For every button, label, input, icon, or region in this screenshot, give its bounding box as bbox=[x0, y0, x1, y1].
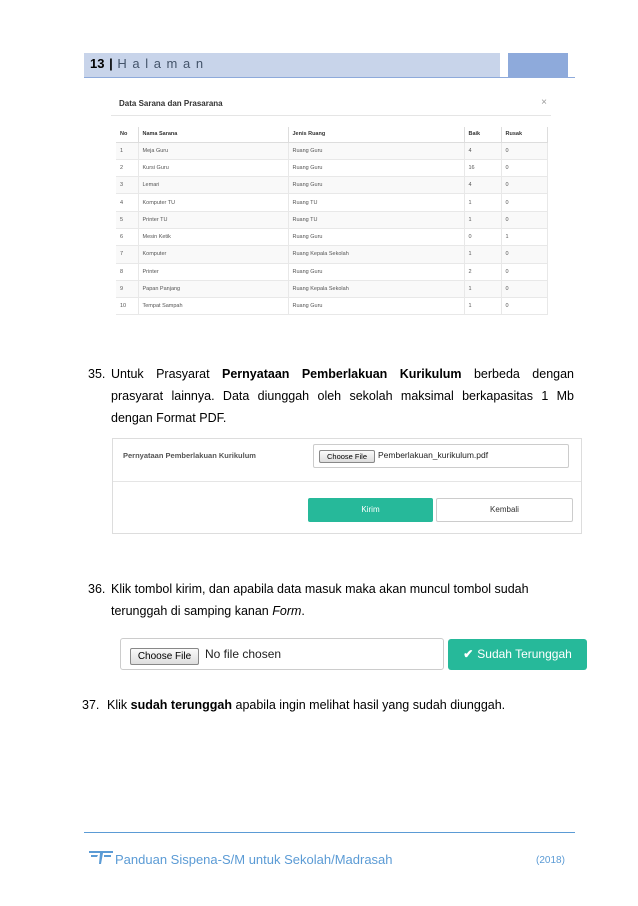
panel-divider bbox=[111, 115, 551, 116]
table-cell: Ruang TU bbox=[288, 211, 464, 228]
table-cell: 5 bbox=[116, 211, 138, 228]
table-cell: Ruang Kepala Sekolah bbox=[288, 246, 464, 263]
table-row bbox=[116, 211, 548, 228]
table-row bbox=[116, 298, 548, 315]
table-cell: Meja Guru bbox=[138, 142, 288, 159]
column-header: No bbox=[116, 127, 138, 142]
emphasis: Form bbox=[272, 604, 302, 618]
field-label: Pernyataan Pemberlakuan Kurikulum bbox=[123, 451, 256, 460]
airplane-logo-icon bbox=[88, 848, 114, 866]
table-cell: Ruang Guru bbox=[288, 228, 464, 245]
table-cell: 0 bbox=[501, 194, 548, 211]
page-word: H a l a m a n bbox=[117, 56, 205, 71]
file-input[interactable] bbox=[120, 638, 444, 670]
table-cell: 4 bbox=[116, 194, 138, 211]
table-cell: 9 bbox=[116, 280, 138, 297]
check-icon: ✔ bbox=[463, 647, 474, 661]
table-cell: 8 bbox=[116, 263, 138, 280]
table-cell: Ruang Guru bbox=[288, 177, 464, 194]
table-cell: 1 bbox=[464, 298, 501, 315]
back-button[interactable]: Kembali bbox=[436, 498, 573, 522]
column-header: Rusak bbox=[501, 127, 548, 142]
table-cell: 3 bbox=[116, 177, 138, 194]
table-cell: 7 bbox=[116, 246, 138, 263]
emphasis: Pernyataan Pemberlakuan Kurikulum bbox=[222, 367, 462, 381]
header-accent-block bbox=[508, 53, 568, 77]
step-36 bbox=[88, 578, 574, 622]
table-cell: Ruang Guru bbox=[288, 159, 464, 176]
file-input[interactable] bbox=[313, 444, 569, 468]
emphasis: sudah terunggah bbox=[130, 698, 233, 712]
upload-form-panel bbox=[112, 438, 582, 534]
table-header-row bbox=[116, 127, 548, 142]
table-cell: Tempat Sampah bbox=[138, 298, 288, 315]
table-cell: Komputer TU bbox=[138, 194, 288, 211]
step-37 bbox=[82, 694, 574, 716]
choose-file-button[interactable]: Choose File bbox=[319, 450, 375, 463]
table-cell: 10 bbox=[116, 298, 138, 315]
table-cell: 0 bbox=[501, 280, 548, 297]
header-rule bbox=[84, 77, 575, 78]
table-cell: 0 bbox=[501, 159, 548, 176]
sarana-prasarana-panel bbox=[111, 93, 551, 318]
table-cell: Ruang Guru bbox=[288, 298, 464, 315]
footer-rule bbox=[84, 832, 575, 833]
step-number: 37. bbox=[82, 698, 100, 712]
submit-button[interactable]: Kirim bbox=[308, 498, 433, 522]
table-cell: Papan Panjang bbox=[138, 280, 288, 297]
table-cell: 0 bbox=[501, 246, 548, 263]
table-cell: Printer bbox=[138, 263, 288, 280]
table-cell: 1 bbox=[464, 246, 501, 263]
table-cell: Mesin Ketik bbox=[138, 228, 288, 245]
table-cell: 0 bbox=[501, 298, 548, 315]
column-header: Nama Sarana bbox=[138, 127, 288, 142]
panel-title: Data Sarana dan Prasarana bbox=[119, 99, 223, 108]
footer-title: Panduan Sispena-S/M untuk Sekolah/Madrasah bbox=[115, 852, 393, 867]
table-cell: 0 bbox=[501, 263, 548, 280]
form-divider bbox=[113, 481, 581, 482]
step-35 bbox=[88, 363, 574, 429]
table-cell: 6 bbox=[116, 228, 138, 245]
step-number: 35. bbox=[88, 367, 106, 381]
table-cell: 1 bbox=[464, 280, 501, 297]
choose-file-button[interactable]: Choose File bbox=[130, 648, 199, 665]
button-label: Sudah Terunggah bbox=[477, 647, 572, 661]
page-number: 13 bbox=[90, 56, 105, 71]
table-row bbox=[116, 177, 548, 194]
table-row bbox=[116, 142, 548, 159]
no-file-text: No file chosen bbox=[205, 647, 282, 661]
table-cell: 0 bbox=[501, 177, 548, 194]
table-row bbox=[116, 228, 548, 245]
step-text: Klik sudah terunggah apabila ingin melihat hasil yang sudah diunggah. bbox=[107, 698, 506, 712]
table-cell: Lemari bbox=[138, 177, 288, 194]
table-cell: Komputer bbox=[138, 246, 288, 263]
header-separator: | bbox=[109, 56, 113, 71]
table-row bbox=[116, 246, 548, 263]
table-cell: Kursi Guru bbox=[138, 159, 288, 176]
table-cell: 0 bbox=[464, 228, 501, 245]
table-cell: 4 bbox=[464, 177, 501, 194]
table-cell: Ruang Guru bbox=[288, 263, 464, 280]
table-row bbox=[116, 194, 548, 211]
table-cell: 1 bbox=[464, 211, 501, 228]
table-cell: 2 bbox=[116, 159, 138, 176]
selected-file-name: Pemberlakuan_kurikulum.pdf bbox=[378, 450, 489, 460]
sudah-terunggah-button[interactable] bbox=[448, 639, 587, 670]
table-row bbox=[116, 159, 548, 176]
table-cell: 1 bbox=[116, 142, 138, 159]
table-cell: 0 bbox=[501, 211, 548, 228]
table-cell: 4 bbox=[464, 142, 501, 159]
column-header: Jenis Ruang bbox=[288, 127, 464, 142]
table-cell: 0 bbox=[501, 142, 548, 159]
table-row bbox=[116, 280, 548, 297]
table-cell: Ruang Kepala Sekolah bbox=[288, 280, 464, 297]
table-cell: Ruang TU bbox=[288, 194, 464, 211]
step-text: Klik tombol kirim, dan apabila data masuk maka akan muncul tombol sudah terunggah di samping kanan Form. bbox=[111, 582, 529, 618]
table-cell: 1 bbox=[501, 228, 548, 245]
table-cell: Ruang Guru bbox=[288, 142, 464, 159]
table-cell: 2 bbox=[464, 263, 501, 280]
page-header bbox=[90, 56, 204, 71]
sarana-table bbox=[116, 127, 548, 315]
step-text: Untuk Prasyarat Pernyataan Pemberlakuan Kurikulum berbeda dengan prasyarat lainnya. Data diunggah oleh sekolah maksimal berkapasitas 1 Mb dengan Format PDF. bbox=[111, 367, 574, 425]
close-icon[interactable]: × bbox=[541, 97, 547, 108]
table-cell: 1 bbox=[464, 194, 501, 211]
table-cell: Printer TU bbox=[138, 211, 288, 228]
column-header: Baik bbox=[464, 127, 501, 142]
footer-year: (2018) bbox=[536, 855, 565, 866]
table-cell: 16 bbox=[464, 159, 501, 176]
table-row bbox=[116, 263, 548, 280]
step-number: 36. bbox=[88, 582, 106, 596]
